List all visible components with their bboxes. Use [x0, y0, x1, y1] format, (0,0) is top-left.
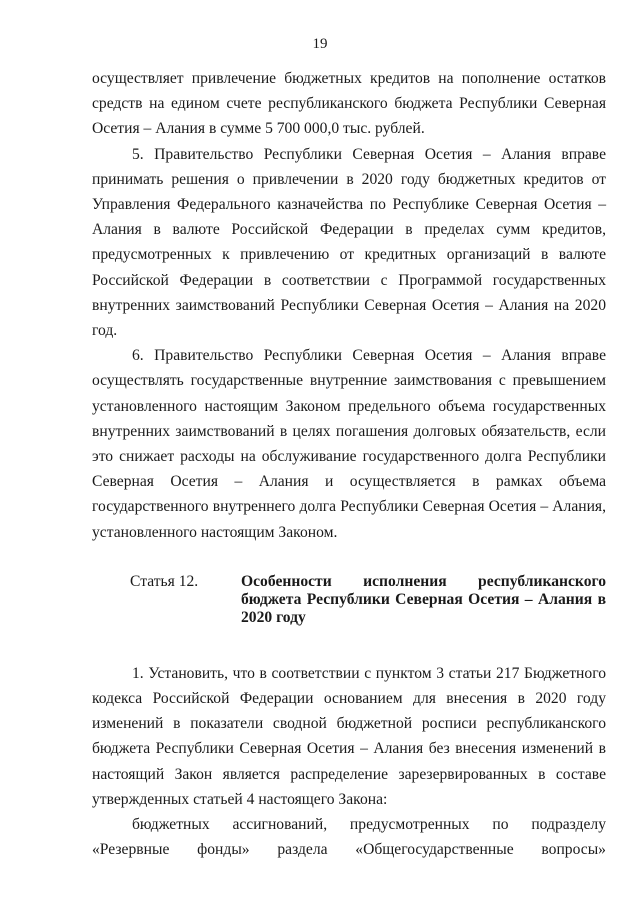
word: по — [492, 816, 509, 834]
spread-line-a — [92, 812, 606, 837]
paragraph-continuation: осуществляет привлечение бюджетных кредитов на пополнение остатков средств на едином счете республиканского бюджета Республики Северная Осетия – Алания в сумме 5 700 000,0 тыс. рублей. — [92, 70, 606, 138]
word: вопросы» — [541, 841, 606, 859]
word: подразделу — [531, 816, 606, 834]
spread-line-b — [92, 837, 606, 862]
word: предусмотренных — [349, 816, 470, 834]
article-title: Особенности исполнения республиканского бюджета Республики Северная Осетия – Алания в 2020 году — [241, 572, 606, 626]
word: фонды» — [197, 841, 250, 859]
page-number: 19 — [312, 36, 328, 52]
article-heading — [92, 573, 606, 627]
word: ассигнований, — [232, 816, 328, 834]
paragraph-6: 6. Правительство Республики Северная Осетия – Алания вправе осуществлять государственные внутренние заимствования с превышением установленного настоящим Законом предельного объема государственных внутренних заимствований в целях погашения долговых обязательств, если это снижает расходы на обслуживание государственного долга Республики Северная Осетия – Алания и осуществляется в рамках объема государственного внутреннего долга Республики Северная Осетия – Алания, установленного настоящим Законом. — [92, 347, 606, 541]
word: бюджетных — [132, 816, 210, 834]
word: «Общегосударственные — [355, 841, 514, 859]
word: «Резервные — [92, 841, 170, 859]
article-paragraph-1: 1. Установить, что в соответствии с пунктом 3 статьи 217 Бюджетного кодекса Российской Федерации основанием для внесения в 2020 году изменений в показатели сводной бюджетной росписи республиканского бюджета Республики Северная Осетия – Алания без внесения изменений в настоящий Закон является распределение зарезервированных в составе утвержденных статьей 4 настоящего Закона: — [92, 664, 606, 808]
document-body — [92, 66, 606, 862]
word: раздела — [277, 841, 328, 859]
paragraph-5: 5. Правительство Республики Северная Осетия – Алания вправе принимать решения о привлечении в 2020 году бюджетных кредитов от Управления Федерального казначейства по Республике Северная Осетия – Алания в валюте Российской Федерации в пределах сумм кредитов, предусмотренных к привлечению от кредитных организаций в валюте Российской Федерации в соответствии с Программой государственных внутренних заимствований Республики Северная Осетия – Алания на 2020 год. — [92, 145, 606, 340]
article-label: Статья 12. — [130, 572, 199, 590]
